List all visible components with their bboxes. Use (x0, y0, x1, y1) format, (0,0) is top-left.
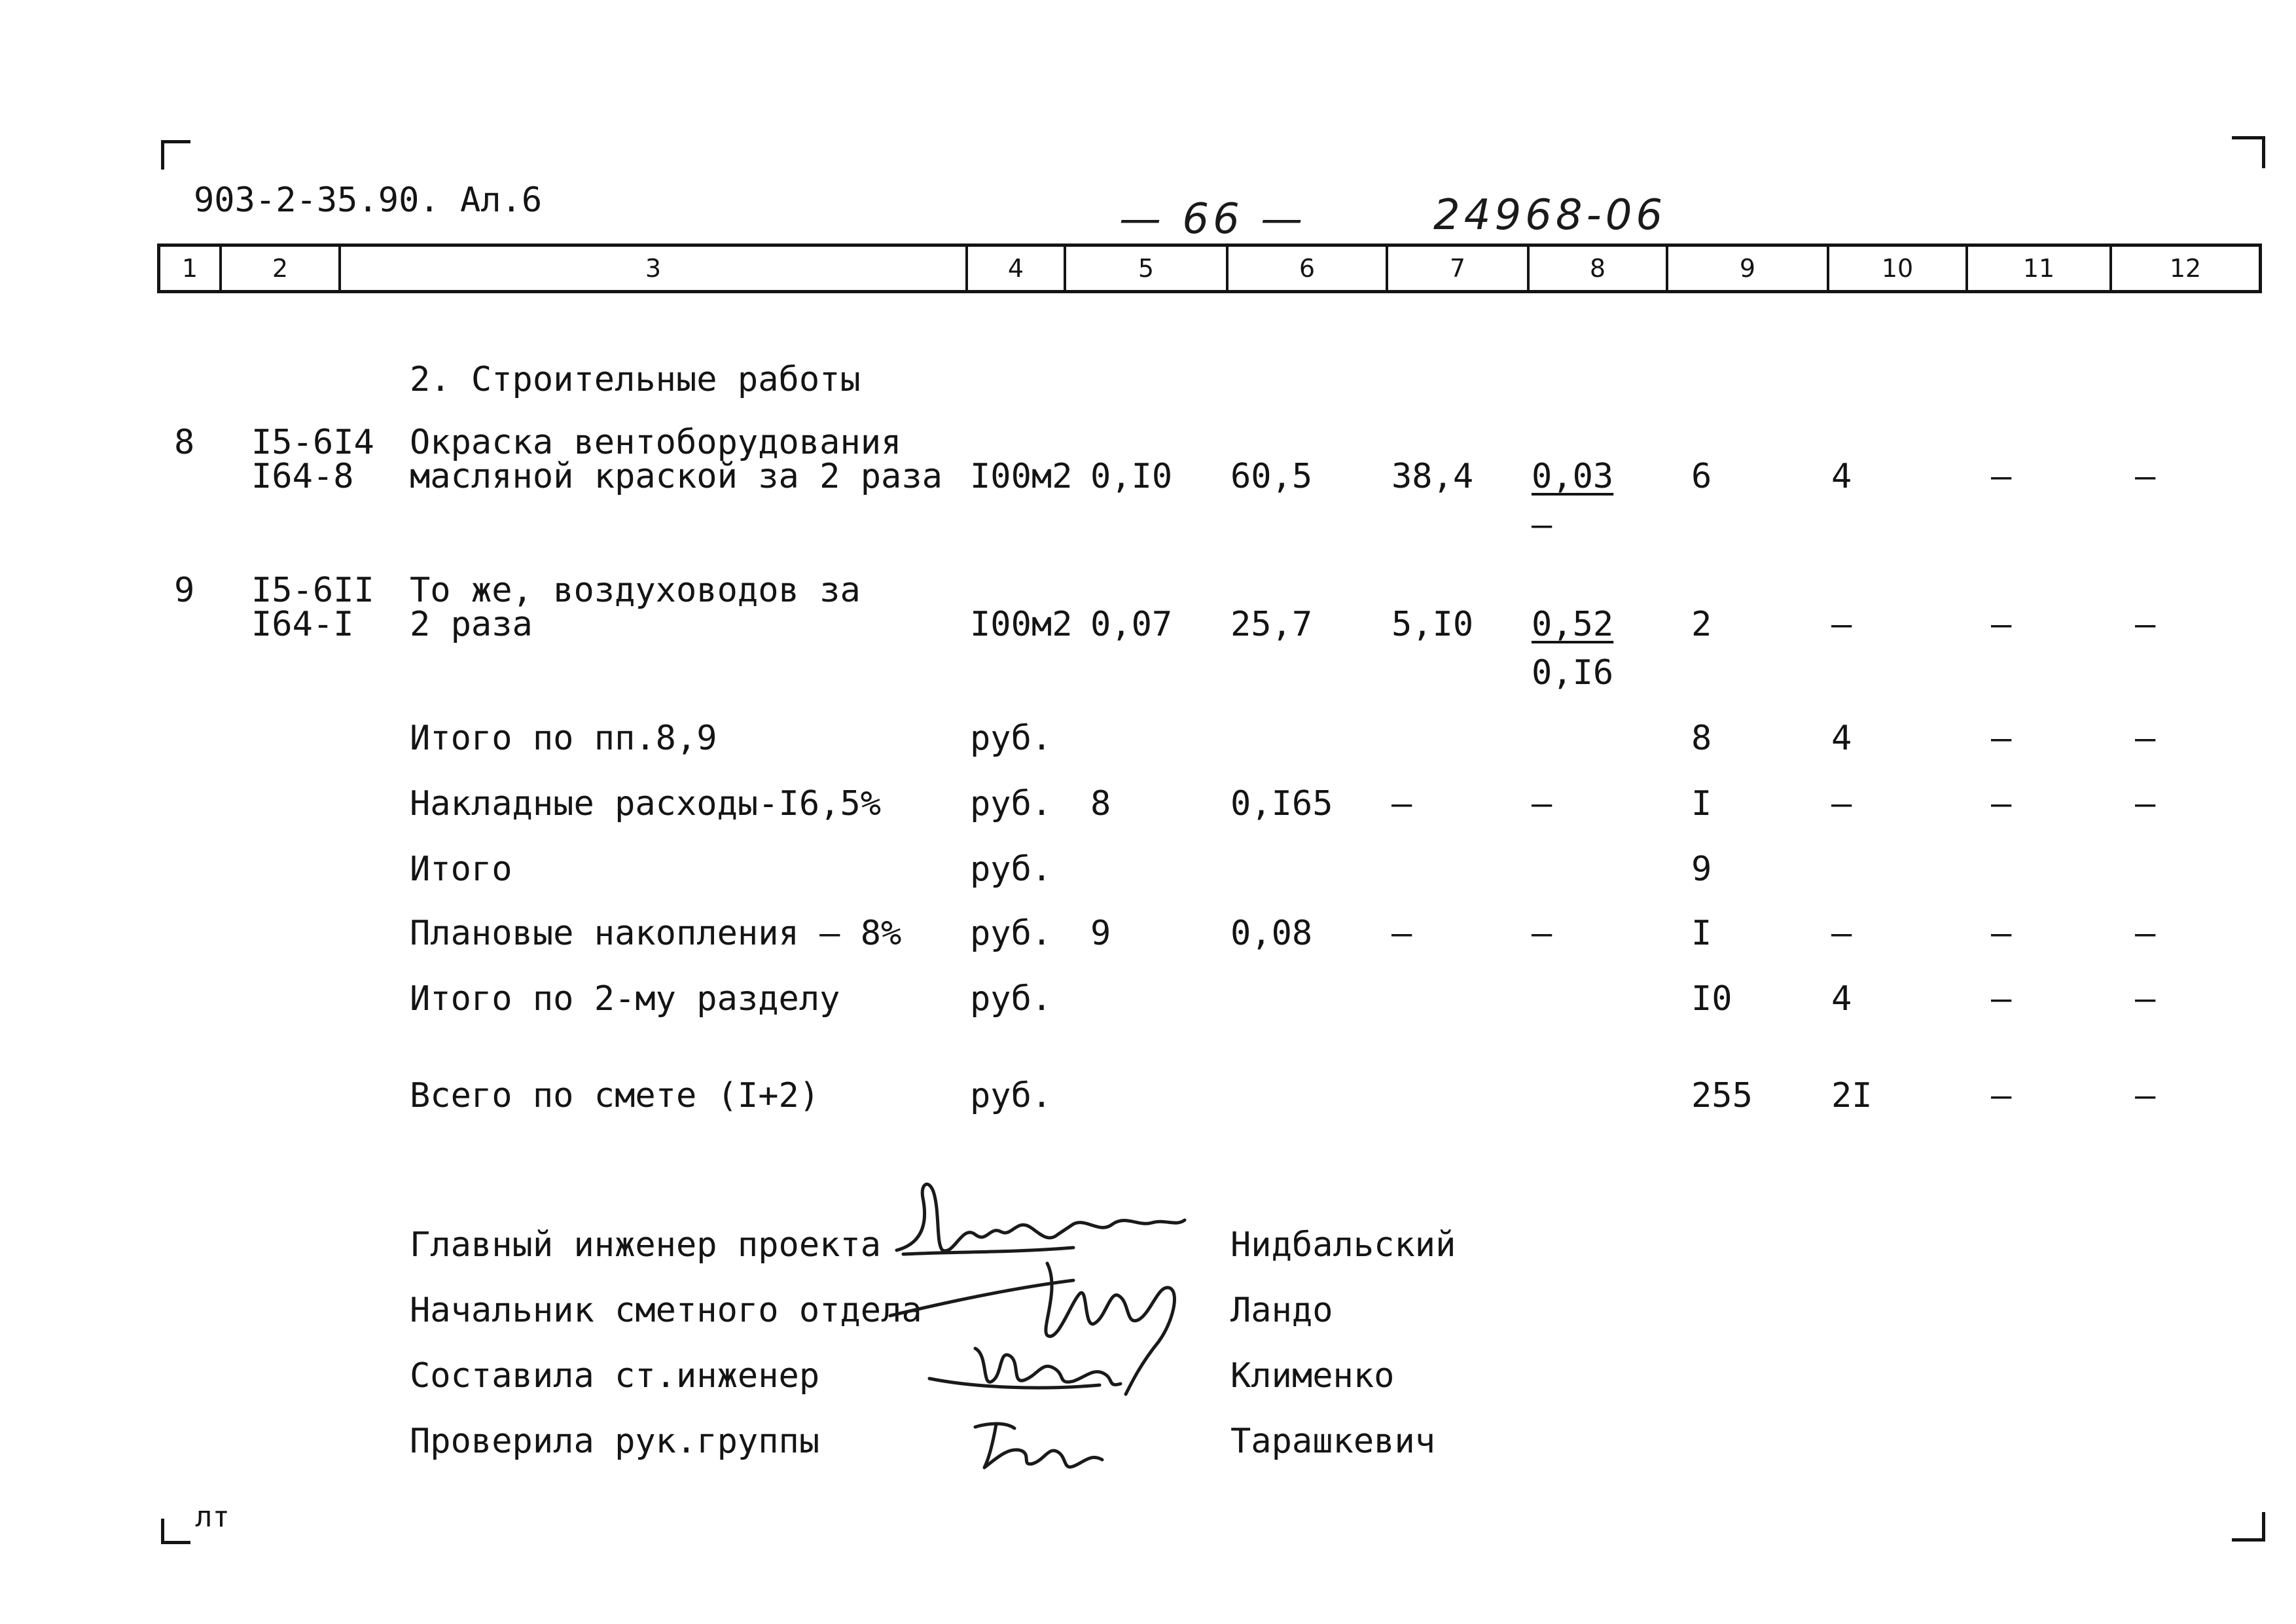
column-header-cell: 4 (968, 247, 1066, 290)
row-unit: I00м2 (970, 605, 1073, 644)
totals-col5: 8 (1090, 784, 1111, 823)
totals-col9: I (1691, 914, 1712, 953)
row-name: Окраска вентоборудования (410, 423, 902, 462)
totals-col9: 255 (1691, 1076, 1753, 1115)
totals-col11: – (1991, 1076, 2012, 1115)
row-col11: – (1991, 457, 2012, 496)
signature-name: Ландо (1230, 1291, 1333, 1330)
signature-stroke-chief-engineer-tail (903, 1248, 1073, 1254)
row-col10: 4 (1831, 457, 1852, 496)
row-name: 2 раза (410, 605, 533, 644)
totals-col9: 8 (1691, 719, 1712, 758)
row-code: I5-6I4 (251, 423, 374, 462)
totals-unit: руб. (970, 850, 1052, 889)
page-number: — 66 — (1119, 195, 1307, 244)
totals-label: Итого по 2-му разделу (410, 979, 840, 1019)
totals-label: Итого (410, 850, 512, 889)
totals-col12: – (2135, 784, 2156, 823)
totals-col11: – (1991, 914, 2012, 953)
totals-col7: – (1391, 784, 1412, 823)
row-qty: 0,I0 (1090, 457, 1173, 496)
row-col12: – (2135, 457, 2156, 496)
row-col9: 6 (1691, 457, 1712, 496)
totals-label: Накладные расходы-I6,5% (410, 784, 882, 823)
row-code: I5-6II (251, 571, 374, 610)
column-header-cell: 9 (1668, 247, 1829, 290)
totals-col6: 0,08 (1230, 914, 1313, 953)
totals-label: Плановые накопления – 8% (410, 914, 902, 953)
row-number: 8 (174, 423, 195, 462)
totals-label: Всего по смете (I+2) (410, 1076, 820, 1115)
totals-col12: – (2135, 719, 2156, 758)
document-code: 903-2-35.90. Ал.6 (194, 181, 543, 220)
totals-col8: – (1532, 784, 1552, 823)
column-header-cell: 6 (1229, 247, 1388, 290)
signature-stroke-compiler (975, 1348, 1121, 1384)
signature-stroke-department-head-tail (890, 1280, 1073, 1316)
totals-col11: – (1991, 784, 2012, 823)
totals-col9: I0 (1691, 979, 1732, 1019)
row-col8-bottom: – (1532, 505, 1552, 545)
signature-role: Главный инженер проекта (410, 1225, 882, 1265)
column-header-cell: 7 (1388, 247, 1530, 290)
row-name: То же, воздуховодов за (410, 571, 861, 610)
row-name: масляной краской за 2 раза (410, 457, 942, 496)
row-number: 9 (174, 571, 195, 610)
column-header-cell: 8 (1530, 247, 1668, 290)
totals-col5: 9 (1090, 914, 1111, 953)
row-wage: 5,I0 (1391, 605, 1474, 644)
signature-stroke-chief-engineer (897, 1184, 1185, 1251)
column-header-cell: 1 (160, 247, 222, 290)
corner-mark-top-right (2232, 136, 2265, 168)
column-header (157, 244, 2262, 293)
handwritten-signatures (877, 1172, 1230, 1486)
signature-name: Клименко (1230, 1356, 1395, 1396)
row-col11: – (1991, 605, 2012, 644)
totals-col9: I (1691, 784, 1712, 823)
corner-mark-top-left (161, 140, 190, 170)
row-wage: 38,4 (1391, 457, 1474, 496)
row-col12: – (2135, 605, 2156, 644)
corner-mark-bottom-right (2232, 1512, 2265, 1542)
corner-mark-bottom-left (161, 1519, 190, 1544)
column-header-cell: 10 (1829, 247, 1968, 290)
row-col8-bottom: 0,I6 (1532, 653, 1614, 693)
totals-col12: – (2135, 1076, 2156, 1115)
stamp-number: 24968-06 (1433, 191, 1667, 240)
column-header-cell: 11 (1968, 247, 2112, 290)
totals-col10: 4 (1831, 979, 1852, 1019)
signature-role: Составила ст.инженер (410, 1356, 820, 1396)
totals-col7: – (1391, 914, 1412, 953)
row-qty: 0,07 (1090, 605, 1173, 644)
totals-col10: 4 (1831, 719, 1852, 758)
signature-role: Начальник сметного отдела (410, 1291, 922, 1330)
footer-mark: лт (195, 1500, 230, 1534)
totals-col11: – (1991, 979, 2012, 1019)
totals-unit: руб. (970, 719, 1052, 758)
totals-col12: – (2135, 979, 2156, 1019)
totals-unit: руб. (970, 784, 1052, 823)
row-col8-top: 0,52 (1532, 605, 1614, 644)
signature-stroke-checker (975, 1424, 1102, 1468)
totals-col6: 0,I65 (1230, 784, 1333, 823)
column-header-cell: 3 (341, 247, 968, 290)
totals-col10: – (1831, 784, 1852, 823)
totals-col12: – (2135, 914, 2156, 953)
totals-col8: – (1532, 914, 1552, 953)
totals-col10: 2I (1831, 1076, 1873, 1115)
row-col10: – (1831, 605, 1852, 644)
totals-unit: руб. (970, 1076, 1052, 1115)
row-code: I64-I (251, 605, 354, 644)
signature-name: Тарашкевич (1230, 1422, 1436, 1461)
column-header-cell: 12 (2169, 254, 2202, 283)
signature-role: Проверила рук.группы (410, 1422, 820, 1461)
section-title: 2. Строительные работы (410, 360, 861, 399)
row-col8-top: 0,03 (1532, 457, 1614, 496)
signature-name: Нидбальский (1230, 1225, 1456, 1265)
row-col9: 2 (1691, 605, 1712, 644)
totals-col11: – (1991, 719, 2012, 758)
row-unit: I00м2 (970, 457, 1073, 496)
totals-col10: – (1831, 914, 1852, 953)
row-code: I64-8 (251, 457, 354, 496)
row-price: 25,7 (1230, 605, 1313, 644)
totals-unit: руб. (970, 914, 1052, 953)
column-header-cell: 5 (1066, 247, 1229, 290)
totals-col9: 9 (1691, 850, 1712, 889)
totals-unit: руб. (970, 979, 1052, 1019)
totals-label: Итого по пп.8,9 (410, 719, 717, 758)
column-header-cell: 2 (222, 247, 341, 290)
row-price: 60,5 (1230, 457, 1313, 496)
